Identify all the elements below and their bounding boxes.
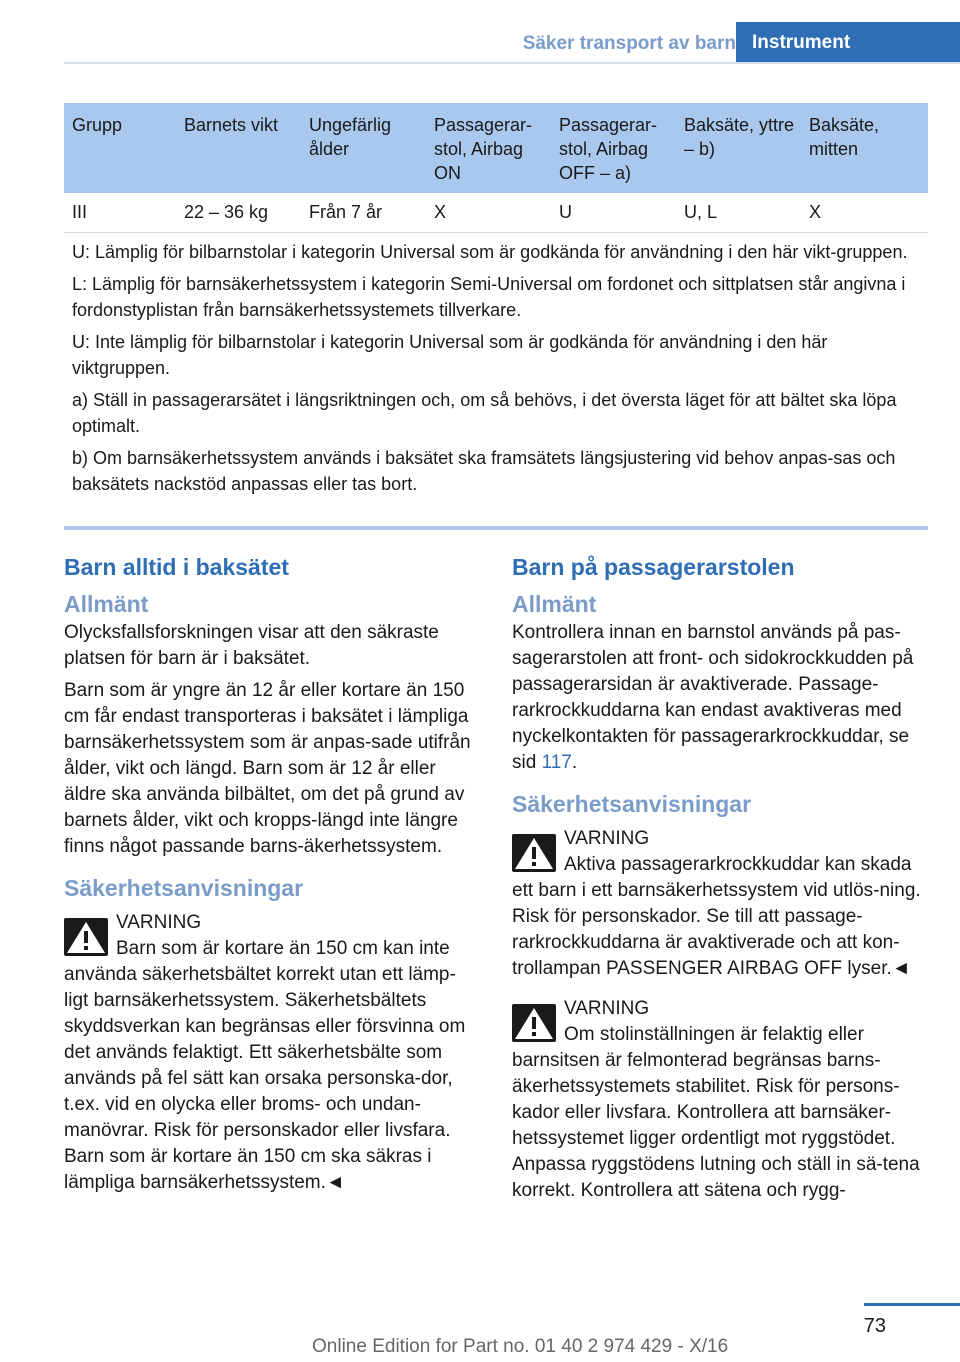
table-cell: III (72, 202, 88, 222)
warning-title: VARNING (564, 998, 650, 1019)
edition-footer: Online Edition for Part no. 01 40 2 974 429 - X/16 (312, 1336, 729, 1357)
warning-title: VARNING (116, 912, 202, 933)
table-cell: X (434, 202, 447, 222)
table-note: a) Ställ in passagerarsätet i längsriktningen och, om så behövs, i det översta läget för att bältet ska löpa optimalt. (72, 390, 897, 436)
section-heading: Barn på passagerarstolen (512, 554, 795, 580)
table-cell: X (809, 202, 822, 222)
table-header-cell: Passagerar-stol, Airbag ON (434, 115, 533, 183)
left-column (64, 550, 480, 1202)
table-header-cell: Passagerar-stol, Airbag OFF – a) (559, 115, 658, 183)
table-cell: U, L (684, 202, 718, 222)
table-row (64, 193, 928, 233)
table-cell: Från 7 år (309, 202, 383, 222)
warning-text: Om stolinställningen är felaktig eller (564, 1024, 864, 1045)
warning-text: ett barn i ett barnsäkerhetssystem vid utlös-ning. Risk för personskador. Se till att passage-rarkrockkuddarna är avaktiverade och att kon-trollampan PASSENGER AIRBAG OFF lyser.◄ (512, 880, 921, 979)
table-header-cell: Barnets vikt (184, 115, 279, 135)
table-cell: 22 – 36 kg (184, 202, 269, 222)
header-divider (64, 62, 960, 64)
paragraph-text: Kontrollera innan en barnstol används på pas-sagerarstolen att front- och sidokrockkudden på passagerarsidan är avaktiverade. Passage-rarkrockkuddarna kan endast avaktiveras med nyckelkontakten för passagerarkrockkuddar, se sid (512, 622, 914, 773)
warning-triangle-icon (64, 918, 108, 956)
right-column (512, 550, 928, 1210)
table-note: U: Inte lämplig för bilbarnstolar i kategorin Universal som är godkända för användning i den här viktgruppen. (72, 332, 828, 378)
table-header-row (64, 103, 928, 193)
table-header-cell: Baksäte, mitten (809, 115, 880, 159)
footer-accent-line (864, 1303, 960, 1306)
warning-triangle-icon (512, 1004, 556, 1042)
warning-text: använda säkerhetsbältet korrekt utan ett lämp-ligt barnsäkerhetssystem. Säkerhetsbältets skyddsverkan kan begränsas eller försvinna om det används felaktigt. Ett säkerhetsbälte som används på fel sätt kan orsaka personska-dor, t.ex. vid en olycka eller broms- och undan-manövrar. Risk för personskador eller livsfara. Barn som är kortare än 150 cm ska säkras i lämpliga barnsäkerhetssystem.◄ (64, 964, 466, 1193)
table-bottom-rule (64, 526, 928, 530)
table-header-cell: Baksäte, yttre – b) (684, 115, 795, 159)
page-link[interactable]: 117 (541, 752, 572, 773)
table-header-cell: Grupp (72, 115, 123, 135)
section-heading: Barn alltid i baksätet (64, 554, 289, 580)
warning-triangle-icon (512, 834, 556, 872)
subheading-general: Allmänt (512, 591, 597, 617)
subheading-safety: Säkerhetsanvisningar (512, 791, 752, 817)
warning-text: Aktiva passagerarkrockkuddar kan skada (564, 854, 912, 875)
table-note: U: Lämplig för bilbarnstolar i kategorin Universal som är godkända för användning i den här vikt-gruppen. (72, 242, 908, 262)
subheading-general: Allmänt (64, 591, 149, 617)
subheading-safety: Säkerhetsanvisningar (64, 875, 304, 901)
warning-title: VARNING (564, 828, 650, 849)
table-cell: U (559, 202, 572, 222)
paragraph-end: . (571, 752, 578, 773)
table-note: L: Lämplig för barnsäkerhetssystem i kategorin Semi-Universal om fordonet och sittplatsen står angivna i fordonstyplistan från barnsäkerhetssystemets tillverkare. (72, 274, 906, 320)
paragraph: Barn som är yngre än 12 år eller kortare än 150 cm får endast transporteras i baksätet i lämpliga barnsäkerhetssystem som är anpas-sade utifrån ålder, vikt och längd. Barn som är 12 år eller äldre ska använda bilbältet, om det på grund av barnets ålder, vikt och kropps-längd inte längre finns något passande barns-äkerhetssystem. (64, 680, 471, 857)
paragraph (512, 620, 928, 776)
table-note: b) Om barnsäkerhetssystem används i baksätet ska framsätets längsjustering vid behov anpas-sas och baksätets nackstöd anpassas eller tas bort. (72, 448, 896, 494)
child-seat-table (64, 103, 928, 503)
warning-block (64, 910, 480, 1196)
table-notes (64, 233, 928, 497)
warning-text: barnsitsen är felmonterad begränsas barns-äkerhetssystemets stabilitet. Risk för persons-kador eller livsfara. Kontrollera att barnsäker-hetssystemet ligger ordentligt mot ryggstödet. Anpassa ryggstödens lutning och ställ in sä-tena korrekt. Kontrollera att sätena och rygg- (512, 1050, 920, 1201)
warning-block (512, 996, 928, 1204)
table-header-cell: Ungefärlig ålder (309, 115, 392, 159)
section-title: Säker transport av barn (522, 33, 736, 54)
warning-block (512, 826, 928, 982)
page-header (0, 0, 960, 62)
chapter-tab[interactable]: Instrument (736, 22, 960, 62)
warning-text: Barn som är kortare än 150 cm kan inte (116, 938, 450, 959)
paragraph: Olycksfallsforskningen visar att den säkraste platsen för barn är i baksätet. (64, 622, 439, 669)
page-number: 73 (863, 1315, 886, 1337)
